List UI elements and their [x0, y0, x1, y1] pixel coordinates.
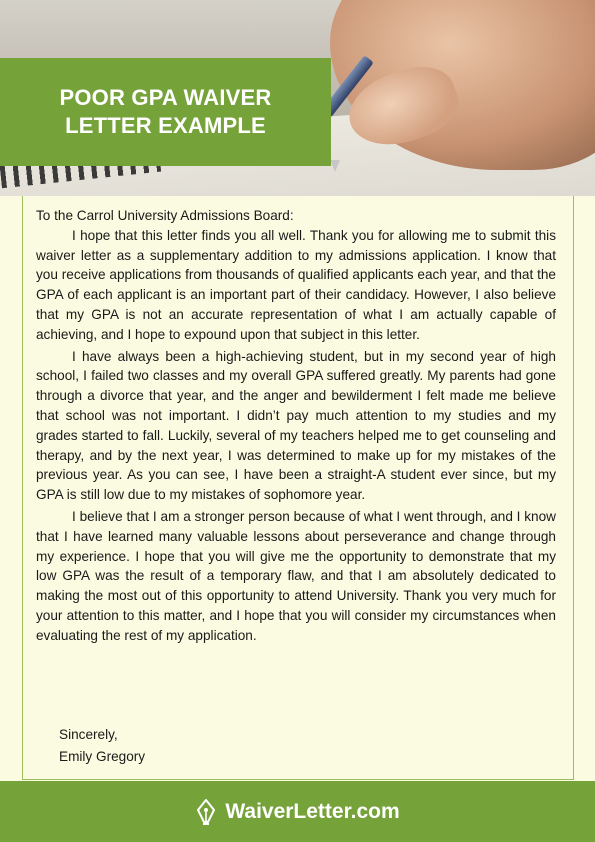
- footer-banner: [0, 781, 595, 842]
- footer-brand[interactable]: [195, 798, 399, 826]
- signature-name: Emily Gregory: [59, 749, 146, 764]
- salutation: To the Carrol University Admissions Board:: [36, 208, 294, 223]
- closing-text: Sincerely,: [59, 727, 118, 742]
- title-line-1: POOR GPA WAIVER: [59, 85, 272, 110]
- pen-tip: [330, 160, 340, 172]
- title-banner: [0, 58, 331, 166]
- pen-nib-icon: [195, 798, 217, 826]
- page-title: [39, 84, 291, 140]
- letter-body: [36, 206, 556, 648]
- paragraph-3: I believe that I am a stronger person because of what I went through, and I know that I have learned many valuable lessons about perseverance and change through my experience. I hope that you will give me the opportunity to demonstrate that my low GPA was the result of a temporary flaw, and that I am absolutely dedicated to making the most out of this opportunity to attend University. Thank you very much for your attention to this matter, and I hope that you will consider my circumstances when evaluating the rest of my application.: [36, 508, 556, 643]
- paragraph-1: I hope that this letter finds you all well. Thank you for allowing me to submit this waiver letter as a supplementary addition to my admissions application. I know that you receive applications from thousands of qualified applicants each year, and that the GPA of each applicant is an important part of their candidacy. However, I also believe that my GPA is not an accurate representation of what I am actually capable of achieving, and I hope to expound upon that subject in this letter.: [36, 227, 556, 342]
- brand-text: WaiverLetter.com: [225, 799, 400, 823]
- letter-closing: [59, 724, 145, 768]
- title-line-2: LETTER EXAMPLE: [65, 113, 266, 138]
- paragraph-2: I have always been a high-achieving student, but in my second year of high school, I failed two classes and my overall GPA suffered greatly. My parents had gone through a divorce that year, and the anger and bewilderment I felt made me believe that school was not important. I didn’t pay much attention to my studies and my grades started to fall. Luckily, several of my teachers helped me to get counseling and therapy, and by the next year, I was determined to make up for my mistakes of the previous year. As you can see, I have been a straight-A student ever since, but my GPA is still low due to my mistakes of sophomore year.: [36, 348, 556, 503]
